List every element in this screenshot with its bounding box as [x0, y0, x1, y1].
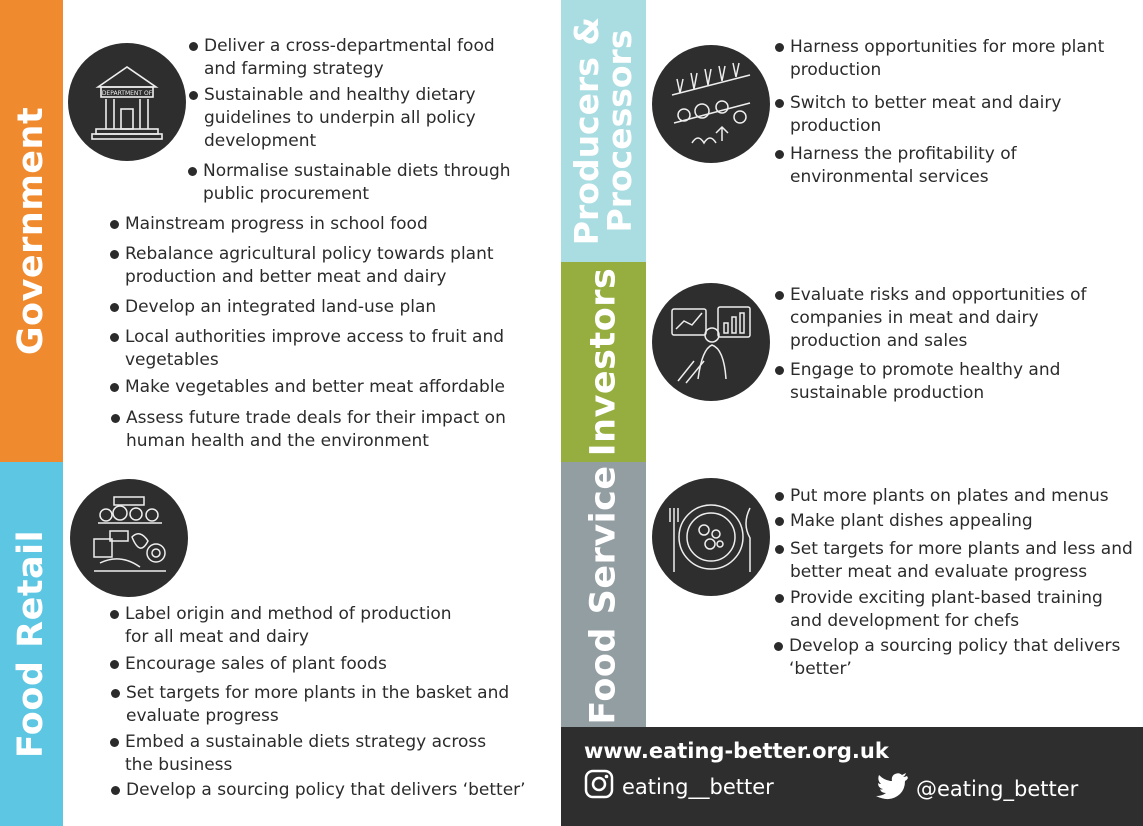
food-retail-label: Food Retail — [11, 529, 52, 759]
government-item: Develop an integrated land-use plan — [110, 296, 525, 319]
twitter-label: @eating_better — [916, 776, 1079, 801]
food-retail-item: Label origin and method of production for all meat and dairy — [110, 603, 480, 649]
instagram-label: eating__better — [622, 774, 774, 799]
government-label: Government — [11, 106, 52, 356]
producers-label-line1: Producers & — [567, 16, 607, 246]
food-service-item: Develop a sourcing policy that delivers ‘better’ — [774, 635, 1143, 681]
investors-item: Evaluate risks and opportunities of companies in meat and dairy production and sales — [775, 284, 1110, 353]
food-service-item: Put more plants on plates and menus — [775, 485, 1143, 508]
twitter-handle[interactable] — [876, 772, 1078, 805]
government-item: Deliver a cross-departmental food and farming strategy — [189, 35, 524, 81]
investors-band — [561, 262, 646, 462]
producers-label — [567, 16, 640, 246]
government-item: Sustainable and healthy dietary guidelines to underpin all policy development — [189, 84, 514, 153]
food-service-item: Provide exciting plant-based training and development for chefs — [775, 587, 1120, 633]
plate-cutlery-icon — [652, 478, 770, 596]
government-item: Mainstream progress in school food — [110, 213, 525, 236]
food-service-label: Food Service — [583, 464, 624, 725]
instagram-icon — [584, 769, 622, 804]
grocery-shop-icon — [70, 479, 188, 597]
twitter-bird-icon — [876, 772, 916, 805]
footer — [561, 727, 1143, 826]
instagram-handle[interactable] — [584, 769, 774, 804]
food-service-band — [561, 462, 646, 727]
producers-item: Harness the profitability of environmental services — [775, 143, 1050, 189]
government-item: Assess future trade deals for their impact on human health and the environment — [111, 407, 526, 453]
food-retail-item: Encourage sales of plant foods — [110, 653, 525, 676]
food-service-item: Set targets for more plants and less and better meat and evaluate progress — [775, 538, 1143, 584]
government-band — [0, 0, 63, 462]
government-item: Normalise sustainable diets through public procurement — [188, 160, 538, 206]
crops-plants-icon — [652, 45, 770, 163]
producers-band — [561, 0, 646, 262]
food-retail-item: Develop a sourcing policy that delivers ‘better’ — [111, 779, 566, 802]
government-item: Local authorities improve access to fruit and vegetables — [110, 326, 525, 372]
producers-item: Harness opportunities for more plant production — [775, 36, 1135, 82]
food-retail-band — [0, 462, 63, 826]
producers-item: Switch to better meat and dairy production — [775, 92, 1090, 138]
investors-label: Investors — [583, 267, 624, 457]
food-retail-item: Set targets for more plants in the basket and evaluate progress — [111, 682, 526, 728]
department-building-icon — [68, 43, 186, 161]
government-item: Rebalance agricultural policy towards plant production and better meat and dairy — [110, 243, 525, 289]
website-link[interactable]: www.eating-better.org.uk — [584, 739, 889, 763]
food-retail-item: Embed a sustainable diets strategy across the business — [110, 731, 500, 777]
producers-label-line2: Processors — [600, 29, 640, 233]
svg-text:DEPARTMENT OF: DEPARTMENT OF — [101, 90, 153, 97]
investors-item: Engage to promote healthy and sustainable production — [775, 359, 1090, 405]
food-service-item: Make plant dishes appealing — [775, 510, 1143, 533]
government-item: Make vegetables and better meat affordable — [110, 376, 535, 399]
investor-charts-icon — [652, 283, 770, 401]
